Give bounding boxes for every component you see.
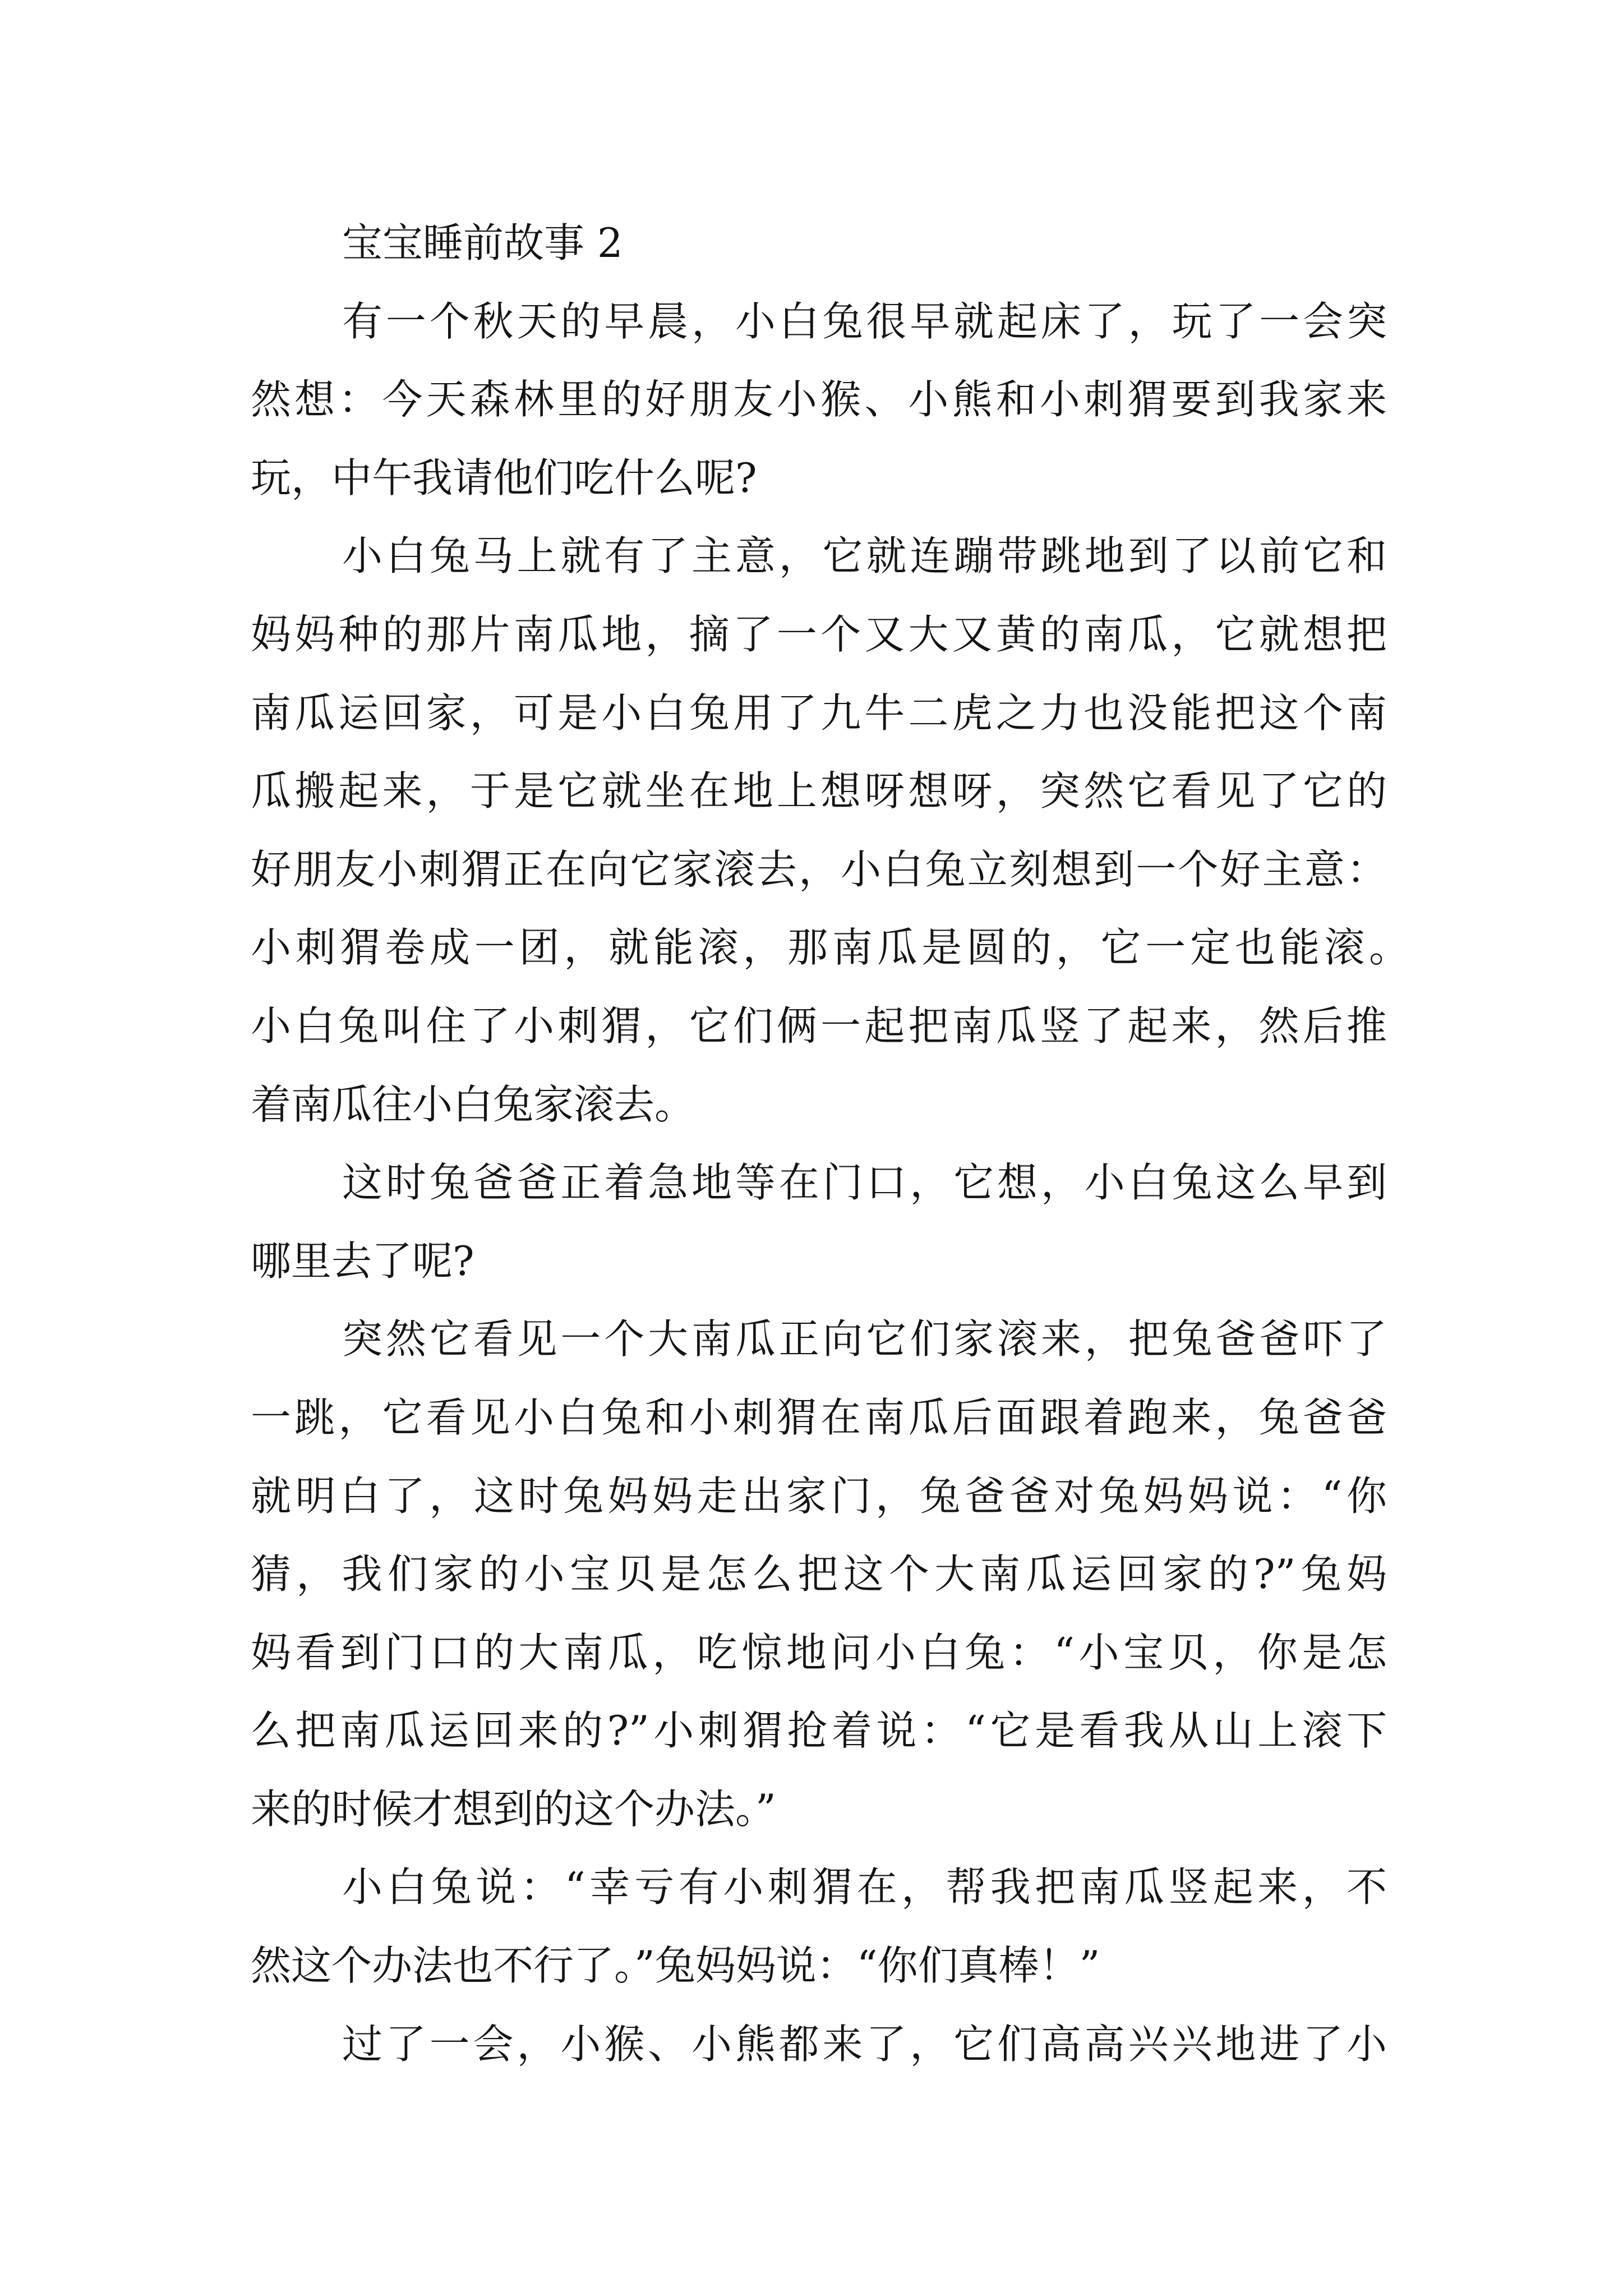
paragraph-line: 然想：今天森林里的好朋友小猴、小熊和小刺猬要到我家来 [251,376,1387,424]
paragraph [251,517,1409,1144]
paragraph [251,1300,1387,1848]
paragraph-line: 妈妈种的那片南瓜地，摘了一个又大又黄的南瓜，它就想把 [251,610,1387,658]
paragraph-line: 么把南瓜运回来的?”小刺猬抢着说：“它是看我从山上滚下 [251,1707,1387,1755]
paragraph-line: 突然它看见一个大南瓜正向它们家滚来，把兔爸爸吓了 [342,1315,1387,1363]
paragraph-line: 玩，中午我请他们吃什么呢? [251,454,757,501]
document-page [251,204,1409,2083]
paragraph-line: 小白兔叫住了小刺猬，它们俩一起把南瓜竖了起来，然后推 [251,1002,1387,1050]
paragraph [251,2005,1387,2084]
paragraph-line: 这时兔爸爸正着急地等在门口，它想，小白兔这么早到 [342,1159,1387,1207]
paragraph-line: 妈看到门口的大南瓜，吃惊地问小白兔：“小宝贝，你是怎 [251,1628,1387,1676]
paragraph [251,283,1387,518]
paragraph-line: 着南瓜往小白兔家滚去。 [251,1080,695,1128]
paragraph-line: 一跳，它看见小白兔和小刺猬在南瓜后面跟着跑来，兔爸爸 [251,1393,1387,1441]
paragraph-line: 然这个办法也不行了。”兔妈妈说：“你们真棒！” [251,1942,1100,1990]
paragraph-line: 小白兔马上就有了主意，它就连蹦带跳地到了以前它和 [342,532,1387,580]
paragraph-line: 瓜搬起来，于是它就坐在地上想呀想呀，突然它看见了它的 [251,767,1387,815]
document-title: 宝宝睡前故事 2 [342,219,623,266]
paragraph-line: 来的时候才想到的这个办法。” [251,1785,776,1833]
paragraph [251,1144,1387,1300]
paragraph-line: 南瓜运回家，可是小白兔用了九牛二虎之力也没能把这个南 [251,689,1387,737]
paragraph-line: 小刺猬卷成一团，就能滚，那南瓜是圆的，它一定也能滚。 [251,924,1409,972]
paragraph-line: 有一个秋天的早晨，小白兔很早就起床了，玩了一会突 [342,297,1387,345]
paragraph-line: 小白兔说：“幸亏有小刺猬在，帮我把南瓜竖起来，不 [342,1864,1387,1911]
paragraph-line: 过了一会，小猴、小熊都来了，它们高高兴兴地进了小 [342,2020,1387,2068]
paragraph-line: 就明白了，这时兔妈妈走出家门，兔爸爸对兔妈妈说：“你 [251,1472,1387,1520]
paragraph-line: 哪里去了呢? [251,1237,474,1285]
paragraph-line: 好朋友小刺猬正在向它家滚去，小白兔立刻想到一个好主意： [251,845,1387,893]
paragraph-line: 猜，我们家的小宝贝是怎么把这个大南瓜运回家的?”兔妈 [251,1550,1387,1598]
paragraph [251,1848,1387,2005]
